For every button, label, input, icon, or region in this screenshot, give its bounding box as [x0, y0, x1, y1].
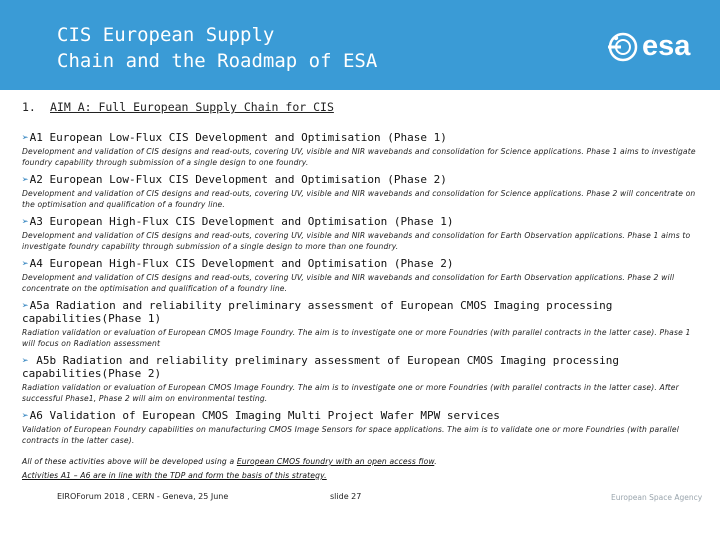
activity-item	[22, 173, 702, 210]
arrow-bullet-icon: ➢	[22, 257, 29, 270]
activity-title: A5a Radiation and reliability preliminary assessment of European CMOS Imaging processing capabilities(Phase 1)	[22, 299, 613, 325]
activity-description: Validation of European Foundry capabilities on manufacturing CMOS Image Sensors for space applications. The aim is to validate one or more Foundries (with parallel contracts in the latter case).	[22, 425, 679, 445]
activity-item	[22, 354, 702, 404]
activity-title: A4 European High-Flux CIS Development and Optimisation (Phase 2)	[29, 257, 454, 270]
title-line-1: CIS European Supply	[57, 24, 275, 46]
aim-label: AIM A: Full European Supply Chain for CIS	[50, 100, 334, 114]
esa-logo	[606, 30, 706, 64]
activity-description: Development and validation of CIS designs and read-outs, covering UV, visible and NIR wavebands and consolidation for Earth Observation applications. Phase 2 will concentrate on the optimisation and qualification of a foundry line.	[22, 273, 675, 293]
logo-text: esa	[642, 30, 691, 62]
activity-item	[22, 131, 702, 168]
activity-title: A1 European Low-Flux CIS Development and Optimisation (Phase 1)	[29, 131, 447, 144]
activity-title: A2 European Low-Flux CIS Development and Optimisation (Phase 2)	[29, 173, 447, 186]
footnote-line-1	[22, 455, 702, 469]
page-title	[57, 22, 527, 74]
slide-number: slide 27	[330, 492, 362, 501]
agency-name: European Space Agency	[611, 493, 703, 502]
arrow-bullet-icon: ➢	[22, 299, 29, 312]
activity-item	[22, 257, 702, 294]
activity-description: Radiation validation or evaluation of European CMOS Image Foundry. The aim is to investigate one or more Foundries (with parallel contracts in the latter case). Phase 1 will focus on Radiation assessment	[22, 328, 691, 348]
title-line-2: Chain and the Roadmap of ESA	[57, 50, 378, 72]
activity-item	[22, 409, 702, 446]
arrow-bullet-icon: ➢	[22, 215, 29, 228]
aim-heading	[22, 100, 334, 114]
activity-title: A3 European High-Flux CIS Development and Optimisation (Phase 1)	[29, 215, 454, 228]
activity-title: A5b Radiation and reliability preliminary assessment of European CMOS Imaging processing capabilities(Phase 2)	[22, 354, 620, 380]
activity-description: Development and validation of CIS designs and read-outs, covering UV, visible and NIR wavebands and consolidation for Science applications. Phase 2 will concentrate on the optimisation and qualification of a foundry line.	[22, 189, 696, 209]
footnote-line-2: Activities A1 – A6 are in line with the TDP and form the basis of this strategy.	[22, 471, 327, 480]
activity-description: Radiation validation or evaluation of European CMOS Image Foundry. The aim is to investigate one or more Foundries (with parallel contracts in the latter case). After successful Phase1, Phase 2 will aim on environmental testing.	[22, 383, 679, 403]
arrow-bullet-icon: ➢	[22, 131, 29, 144]
activity-description: Development and validation of CIS designs and read-outs, covering UV, visible and NIR wavebands and consolidation for Science applications. Phase 1 aims to investigate foundry capability through submission of a single design to one foundry.	[22, 147, 696, 167]
arrow-bullet-icon: ➢	[22, 354, 29, 367]
activity-item	[22, 299, 702, 349]
arrow-bullet-icon: ➢	[22, 173, 29, 186]
activity-description: Development and validation of CIS designs and read-outs, covering UV, visible and NIR wavebands and consolidation for Earth Observation applications. Phase 1 aims to investigate foundry capability through submission of a single design to more than one foundry.	[22, 231, 691, 251]
footnote-prefix: All of these activities above will be developed using a	[22, 457, 237, 466]
footnote	[22, 455, 702, 483]
header-bar	[0, 0, 720, 90]
activity-item	[22, 215, 702, 252]
arrow-bullet-icon: ➢	[22, 409, 29, 422]
footnote-suffix: .	[434, 457, 437, 466]
esa-logo-icon	[606, 30, 640, 64]
activity-title: A6 Validation of European CMOS Imaging Multi Project Wafer MPW services	[29, 409, 500, 422]
activity-list	[22, 131, 702, 451]
aim-number: 1.	[22, 100, 36, 114]
footnote-highlight: European CMOS foundry with an open access flow	[236, 457, 435, 466]
footer-event: EIROForum 2018 , CERN - Geneva, 25 June	[57, 492, 229, 501]
